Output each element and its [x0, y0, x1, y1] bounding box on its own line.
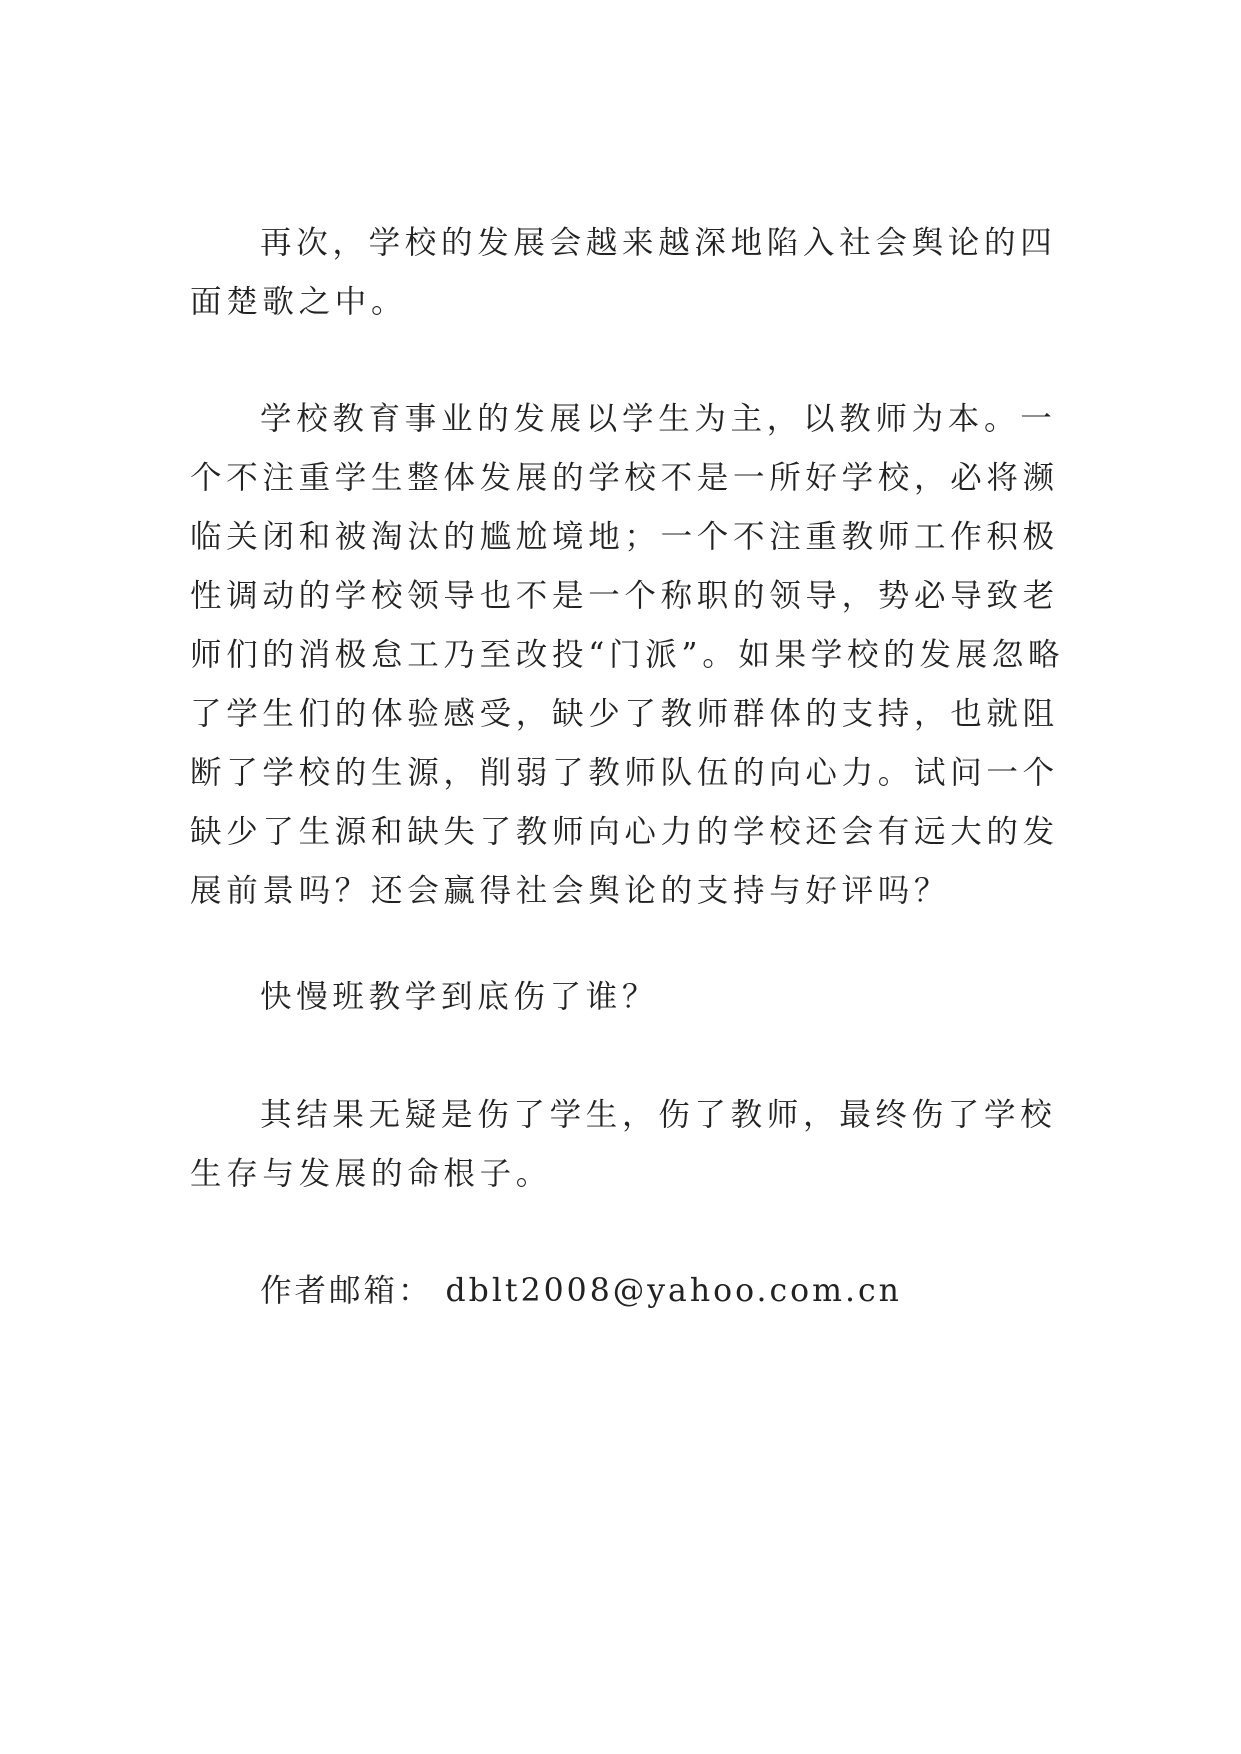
author-email: 作者邮箱： dblt2008@yahoo.com.cn: [260, 1273, 902, 1309]
paragraph-question: 快慢班教学到底伤了谁？: [260, 979, 659, 1015]
paragraph-conclusion-intro: 再次，学校的发展会越来越深地陷入社会舆论的四面楚歌之中。: [190, 225, 1057, 320]
paragraph-main-argument: 学校教育事业的发展以学生为主，以教师为本。一个不注重学生整体发展的学校不是一所好学校，必将濒临关闭和被淘汰的尴尬境地；一个不注重教师工作积极性调动的学校领导也不是一个称职的领导，势必导致老师们的消极怠工乃至改投“门派”。如果学校的发展忽略了学生们的体验感受，缺少了教师群体的支持，也就阻断了学校的生源，削弱了教师队伍的向心力。试问一个缺少了生源和缺失了教师向心力的学校还会有远大的发展前景吗？还会赢得社会舆论的支持与好评吗？: [190, 401, 1065, 909]
paragraph-answer: 其结果无疑是伤了学生，伤了教师，最终伤了学校生存与发展的命根子。: [190, 1097, 1057, 1192]
